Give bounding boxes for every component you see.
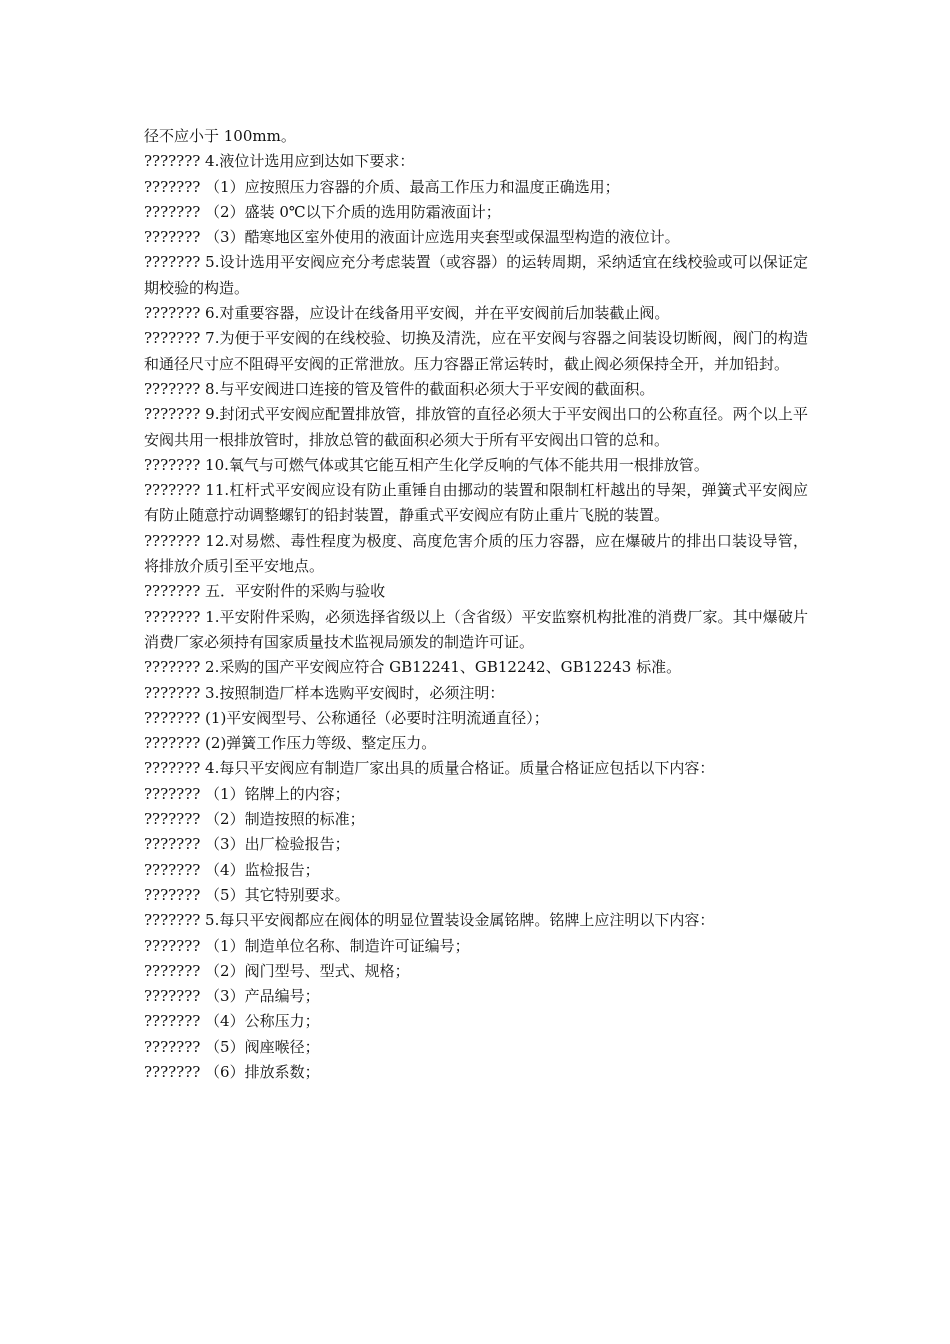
paragraph: ??????? （2）阀门型号、型式、规格；: [144, 961, 410, 980]
paragraph: ??????? （6）排放系数；: [144, 1062, 320, 1081]
paragraph: ??????? (2)弹簧工作压力等级、整定压力。: [144, 734, 437, 753]
paragraph: ??????? （1）铭牌上的内容；: [144, 784, 350, 803]
paragraph: ??????? (1)平安阀型号、公称通径（必要时注明流通直径）；: [144, 708, 549, 727]
paragraph: ??????? 1.平安附件采购，必须选择省级以上（含省级）平安监察机构批准的消费厂家。其中爆破片消费厂家必须持有国家质量技术监视局颁发的制造许可证。: [144, 607, 808, 651]
paragraph: ??????? 11.杠杆式平安阀应设有防止重锤自由挪动的装置和限制杠杆越出的导架，弹簧式平安阀应有防止随意拧动调整螺钉的铅封装置，静重式平安阀应有防止重片飞脱的装置。: [144, 481, 808, 525]
paragraph: ??????? （3）酷寒地区室外使用的液面计应选用夹套型或保温型构造的液位计。: [144, 228, 680, 247]
paragraph: ??????? 6.对重要容器，应设计在线备用平安阀，并在平安阀前后加装截止阀。: [144, 304, 670, 323]
paragraph: ??????? （5）其它特别要求。: [144, 885, 350, 904]
paragraph: ??????? （3）出厂检验报告；: [144, 835, 350, 854]
paragraph: ??????? 10.氧气与可燃气体或其它能互相产生化学反响的气体不能共用一根排放管。: [144, 455, 709, 474]
document-page: [144, 124, 808, 1085]
paragraph: ??????? 2.采购的国产平安阀应符合 GB12241、GB12242、GB12243 标准。: [144, 658, 682, 677]
paragraph: ??????? （2）盛装 0℃以下介质的选用防霜液面计；: [144, 202, 501, 221]
paragraph: ??????? （1）应按照压力容器的介质、最高工作压力和温度正确选用；: [144, 177, 620, 196]
paragraph: ??????? （4）公称压力；: [144, 1012, 320, 1031]
paragraph: 径不应小于 100mm。: [144, 127, 296, 145]
section-heading: ??????? 五．平安附件的采购与验收: [144, 582, 386, 601]
paragraph: ??????? 12.对易燃、毒性程度为极度、高度危害介质的压力容器，应在爆破片的排出口装设导管，将排放介质引至平安地点。: [144, 531, 808, 576]
paragraph: ??????? 7.为便于平安阀的在线校验、切换及清洗，应在平安阀与容器之间装设切断阀，阀门的构造和通径尺寸应不阻碍平安阀的正常泄放。压力容器正常运转时，截止阀必须保持全开，并加铅封。: [144, 329, 808, 373]
paragraph: ??????? 5.设计选用平安阀应充分考虑装置（或容器）的运转周期，采纳适宜在线校验或可以保证定期校验的构造。: [144, 253, 808, 297]
paragraph: ??????? （5）阀座喉径；: [144, 1037, 320, 1056]
paragraph: ??????? 4.每只平安阀应有制造厂家出具的质量合格证。质量合格证应包括以下内容：: [144, 759, 715, 778]
paragraph: ??????? 5.每只平安阀都应在阀体的明显位置装设金属铭牌。铭牌上应注明以下内容：: [144, 911, 715, 930]
paragraph: ??????? （2）制造按照的标准；: [144, 810, 365, 829]
paragraph: ??????? 8.与平安阀进口连接的管及管件的截面积必须大于平安阀的截面积。: [144, 379, 655, 398]
paragraph: ??????? 4.液位计选用应到达如下要求：: [144, 152, 415, 171]
paragraph: ??????? （4）监检报告；: [144, 860, 320, 879]
paragraph: ??????? （3）产品编号；: [144, 987, 320, 1006]
paragraph: ??????? 9.封闭式平安阀应配置排放管，排放管的直径必须大于平安阀出口的公称直径。两个以上平安阀共用一根排放管时，排放总管的截面积必须大于所有平安阀出口管的总和。: [144, 405, 808, 449]
paragraph: ??????? 3.按照制造厂样本选购平安阀时，必须注明：: [144, 683, 505, 702]
paragraph: ??????? （1）制造单位名称、制造许可证编号；: [144, 936, 470, 955]
